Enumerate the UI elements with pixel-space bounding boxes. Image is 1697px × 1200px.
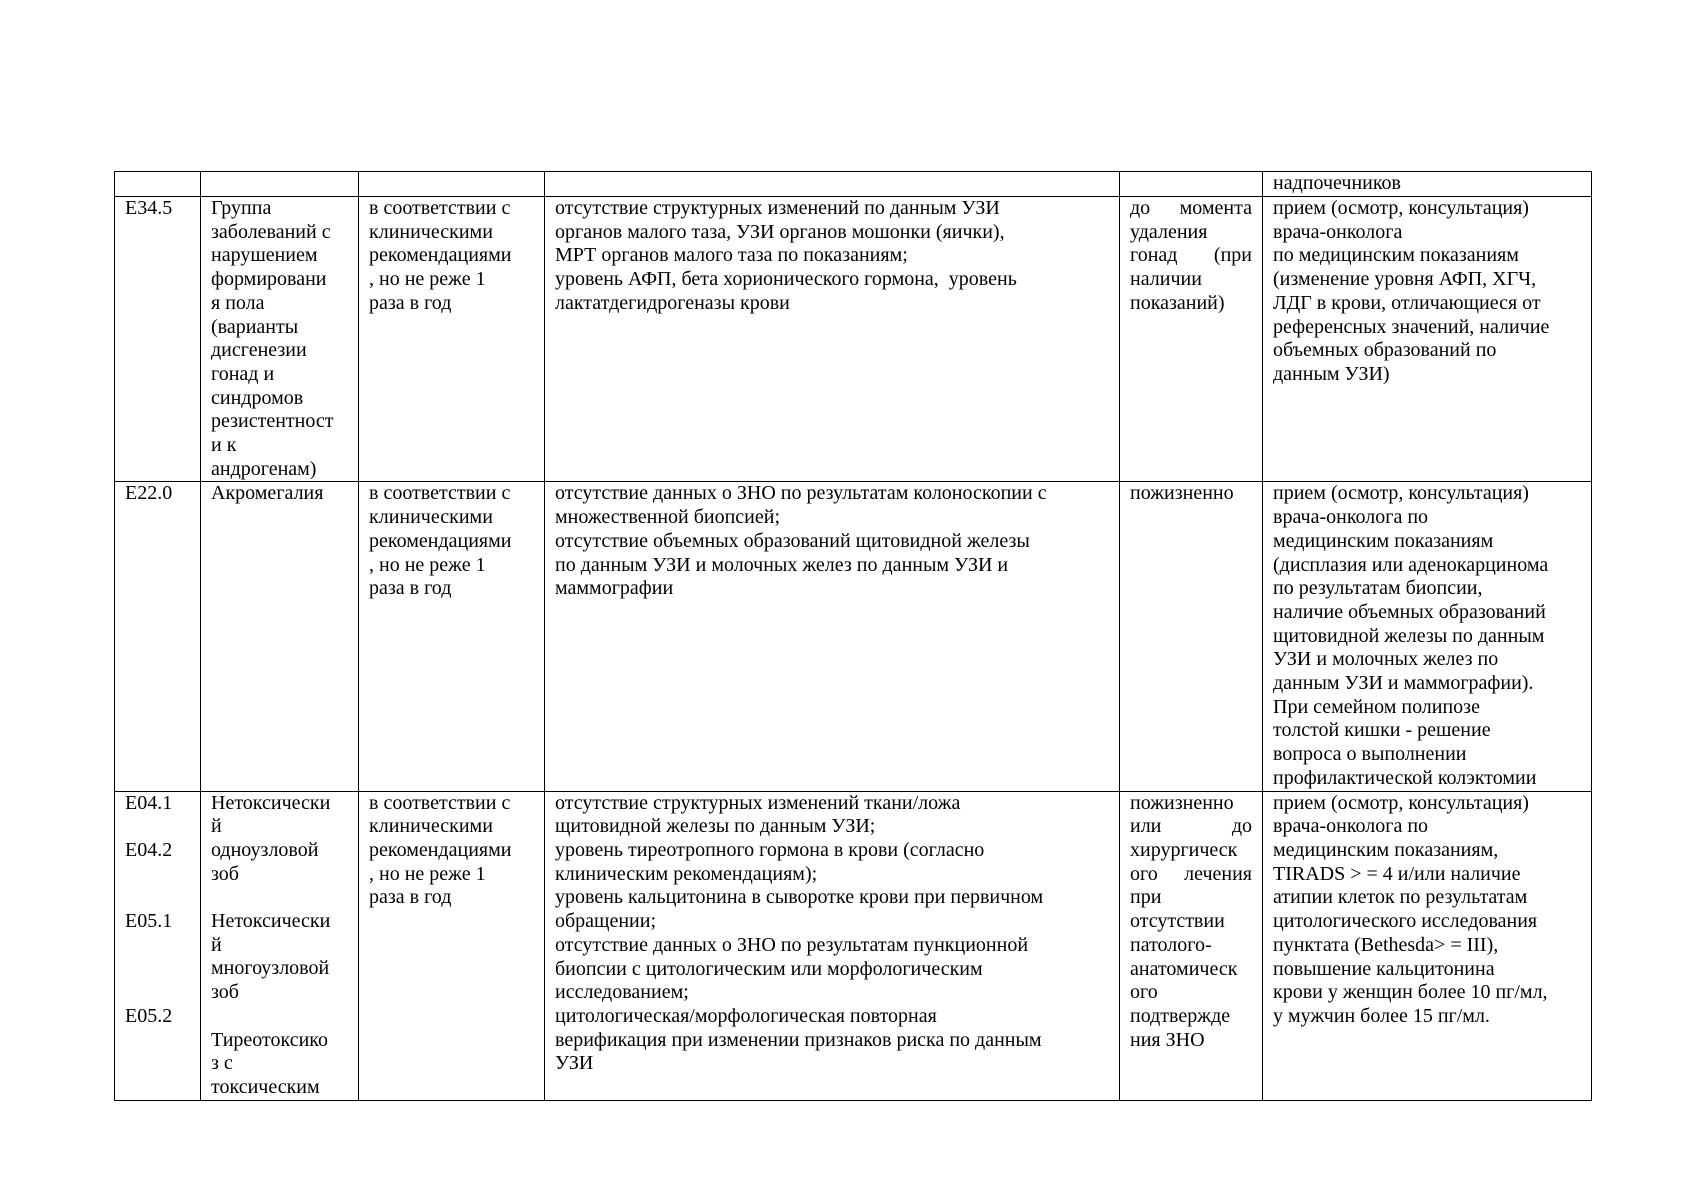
text-line: , но не реже 1 bbox=[369, 553, 486, 576]
text-line: андрогенам) bbox=[211, 457, 317, 480]
text-line: отсутствие структурных изменений ткани/ложа bbox=[555, 791, 961, 814]
text-line: ого лечения bbox=[1130, 862, 1252, 885]
text-line: врача-онколога bbox=[1273, 220, 1403, 243]
text-line: объемных образований по bbox=[1273, 339, 1497, 362]
icd-code: E05.1 bbox=[125, 910, 173, 933]
text-line: пожизненно bbox=[1130, 791, 1234, 814]
text-line: Группа bbox=[211, 197, 272, 219]
text-line: надпочечников bbox=[1273, 172, 1401, 194]
text-line: прием (осмотр, консультация) bbox=[1273, 482, 1529, 505]
cell-code bbox=[115, 791, 201, 1100]
cell-duration bbox=[1120, 197, 1263, 482]
text-line: многоузловой bbox=[211, 957, 330, 980]
icd-code: E04.1 bbox=[125, 791, 173, 814]
text-line: Тиреотоксико bbox=[211, 1028, 329, 1051]
text-line: вопроса о выполнении bbox=[1273, 743, 1467, 766]
text-line: маммографии bbox=[555, 577, 674, 600]
line-gap bbox=[125, 981, 190, 1005]
text-line: МРТ органов малого таза по показаниям; bbox=[555, 244, 908, 267]
text-line: отсутствие объемных образований щитовидной железы bbox=[555, 529, 1030, 552]
line-gap bbox=[211, 1005, 348, 1029]
text-line: ния ЗНО bbox=[1130, 1028, 1205, 1051]
cell-criteria bbox=[545, 791, 1120, 1100]
text-line: зоб bbox=[211, 862, 239, 885]
icd-code: E34.5 bbox=[125, 197, 173, 219]
text-line: цитологического исследования bbox=[1273, 910, 1538, 933]
text-line: референсных значений, наличие bbox=[1273, 315, 1550, 338]
text-line: показаний) bbox=[1130, 291, 1225, 314]
text-line: по результатам биопсии, bbox=[1273, 577, 1483, 600]
text-line: данным УЗИ) bbox=[1273, 362, 1390, 385]
text-line: ЛДГ в крови, отличающиеся от bbox=[1273, 291, 1541, 314]
cell-criteria bbox=[545, 197, 1120, 482]
icd-code: E22.0 bbox=[125, 482, 173, 505]
text-line: одноузловой bbox=[211, 838, 319, 861]
line-gap bbox=[125, 957, 190, 981]
text-line: раза в год bbox=[369, 886, 452, 909]
cell-code bbox=[115, 197, 201, 482]
cell-frequency bbox=[359, 791, 545, 1100]
text-line: Акромегалия bbox=[211, 482, 324, 505]
text-line: TIRADS > = 4 и/или наличие bbox=[1273, 862, 1521, 885]
text-line: дисгенезии bbox=[211, 339, 307, 362]
text-line: клиническими bbox=[369, 220, 493, 243]
cell-recommendation bbox=[1263, 197, 1592, 482]
text-line: врача-онколога по bbox=[1273, 815, 1429, 838]
text-line: раза в год bbox=[369, 291, 452, 314]
cell-frequency bbox=[359, 197, 545, 482]
text-line: лактатдегидрогеназы крови bbox=[555, 291, 790, 314]
line-gap bbox=[125, 863, 190, 887]
cell-frequency bbox=[359, 482, 545, 791]
text-line: обращении; bbox=[555, 910, 656, 933]
cell-code bbox=[115, 172, 201, 197]
text-line: наличие объемных образований bbox=[1273, 600, 1546, 623]
text-line: Нетоксически bbox=[211, 791, 331, 814]
text-line: заболеваний с bbox=[211, 220, 331, 243]
icd-code: E05.2 bbox=[125, 1004, 173, 1027]
text-line: анатомическ bbox=[1130, 957, 1238, 980]
text-line: токсическим bbox=[211, 1075, 320, 1098]
text-line: толстой кишки - решение bbox=[1273, 719, 1491, 742]
line-gap bbox=[125, 815, 190, 839]
text-line: клиническим рекомендациям); bbox=[555, 862, 818, 885]
text-line: в соответствии с bbox=[369, 482, 511, 505]
text-line: , но не реже 1 bbox=[369, 268, 486, 291]
text-line: УЗИ bbox=[555, 1052, 594, 1075]
text-line: рекомендациями bbox=[369, 529, 512, 552]
text-line: у мужчин более 15 пг/мл. bbox=[1273, 1004, 1490, 1027]
text-line: раза в год bbox=[369, 577, 452, 600]
text-line: повышение кальцитонина bbox=[1273, 957, 1495, 980]
text-line: до момента bbox=[1130, 197, 1252, 219]
text-line: прием (осмотр, консультация) bbox=[1273, 197, 1529, 219]
text-line: и к bbox=[211, 434, 237, 457]
text-line: й bbox=[211, 815, 222, 838]
text-line: удаления bbox=[1130, 220, 1208, 243]
text-line: з с bbox=[211, 1052, 233, 1075]
text-line: данным УЗИ и маммографии). bbox=[1273, 672, 1534, 695]
text-line: (дисплазия или аденокарцинома bbox=[1273, 553, 1549, 576]
text-line: гонад и bbox=[211, 362, 275, 385]
text-line: патолого- bbox=[1130, 933, 1212, 956]
text-line: исследованием; bbox=[555, 981, 689, 1004]
text-line: синдромов bbox=[211, 386, 304, 409]
text-line: щитовидной железы по данным bbox=[1273, 624, 1545, 647]
text-line: , но не реже 1 bbox=[369, 862, 486, 885]
cell-disease bbox=[201, 172, 359, 197]
cell-disease bbox=[201, 482, 359, 791]
text-line: Нетоксически bbox=[211, 910, 331, 933]
text-line: й bbox=[211, 933, 222, 956]
text-line: хирургическ bbox=[1130, 838, 1238, 861]
text-line: уровень тиреотропного гормона в крови (согласно bbox=[555, 838, 985, 861]
text-line: пунктата (Bethesda> = III), bbox=[1273, 933, 1499, 956]
text-line: УЗИ и молочных желез по bbox=[1273, 648, 1499, 671]
text-line: уровень АФП, бета хорионического гормона, уровень bbox=[555, 268, 1017, 291]
text-line: прием (осмотр, консультация) bbox=[1273, 791, 1529, 814]
text-line: формировани bbox=[211, 268, 327, 291]
text-line: медицинским показаниям bbox=[1273, 529, 1494, 552]
table-row bbox=[115, 791, 1592, 1100]
table-row-continuation bbox=[115, 172, 1592, 197]
text-line: резистентност bbox=[211, 410, 334, 433]
cell-code bbox=[115, 482, 201, 791]
text-line: или до bbox=[1130, 815, 1252, 838]
cell-duration bbox=[1120, 791, 1263, 1100]
text-line: отсутствие данных о ЗНО по результатам колоноскопии с bbox=[555, 482, 1047, 505]
cell-duration bbox=[1120, 172, 1263, 197]
text-line: (изменение уровня АФП, ХГЧ, bbox=[1273, 268, 1537, 291]
text-line: клиническими bbox=[369, 506, 493, 529]
line-gap bbox=[125, 886, 190, 910]
text-line: я пола bbox=[211, 291, 265, 314]
cell-recommendation bbox=[1263, 482, 1592, 791]
cell-recommendation bbox=[1263, 172, 1592, 197]
text-line: медицинским показаниям, bbox=[1273, 838, 1499, 861]
text-line: клиническими bbox=[369, 815, 493, 838]
text-line: врача-онколога по bbox=[1273, 506, 1429, 529]
table-row bbox=[115, 482, 1592, 791]
text-line: отсутствии bbox=[1130, 910, 1225, 933]
text-line: в соответствии с bbox=[369, 791, 511, 814]
cell-disease bbox=[201, 197, 359, 482]
text-line: при bbox=[1130, 886, 1162, 909]
cell-recommendation bbox=[1263, 791, 1592, 1100]
cell-criteria bbox=[545, 172, 1120, 197]
text-line: биопсии с цитологическим или морфологическим bbox=[555, 957, 983, 980]
text-line: отсутствие данных о ЗНО по результатам пункционной bbox=[555, 933, 1029, 956]
text-line: нарушением bbox=[211, 244, 318, 267]
text-line: рекомендациями bbox=[369, 244, 512, 267]
text-line: подтвержде bbox=[1130, 1004, 1231, 1027]
table-row bbox=[115, 197, 1592, 482]
icd-code: E04.2 bbox=[125, 838, 173, 861]
text-line: отсутствие структурных изменений по данным УЗИ bbox=[555, 197, 1000, 219]
text-line: При семейном полипозе bbox=[1273, 695, 1480, 718]
text-line: зоб bbox=[211, 981, 239, 1004]
text-line: по медицинским показаниям bbox=[1273, 244, 1519, 267]
text-line: ого bbox=[1130, 981, 1158, 1004]
text-line: атипии клеток по результатам bbox=[1273, 886, 1528, 909]
cell-frequency bbox=[359, 172, 545, 197]
text-line: цитологическая/морфологическая повторная bbox=[555, 1004, 937, 1027]
cell-disease bbox=[201, 791, 359, 1100]
text-line: щитовидной железы по данным УЗИ; bbox=[555, 815, 876, 838]
cell-duration bbox=[1120, 482, 1263, 791]
text-line: рекомендациями bbox=[369, 838, 512, 861]
oncology-followup-table bbox=[114, 171, 1592, 1101]
text-line: уровень кальцитонина в сыворотке крови при первичном bbox=[555, 886, 1044, 909]
text-line: в соответствии с bbox=[369, 197, 511, 219]
text-line: (варианты bbox=[211, 315, 299, 338]
cell-criteria bbox=[545, 482, 1120, 791]
text-line: верификация при изменении признаков риска по данным bbox=[555, 1028, 1042, 1051]
text-line: крови у женщин более 10 пг/мл, bbox=[1273, 981, 1548, 1004]
text-line: пожизненно bbox=[1130, 482, 1234, 505]
text-line: профилактической колэктомии bbox=[1273, 766, 1537, 789]
text-line: множественной биопсией; bbox=[555, 506, 781, 529]
text-line: гонад (при bbox=[1130, 244, 1252, 267]
text-line: по данным УЗИ и молочных желез по данным УЗИ и bbox=[555, 553, 1009, 576]
line-gap bbox=[125, 934, 190, 958]
text-line: наличии bbox=[1130, 268, 1202, 291]
text-line: органов малого таза, УЗИ органов мошонки (яички), bbox=[555, 220, 1005, 243]
line-gap bbox=[211, 886, 348, 910]
